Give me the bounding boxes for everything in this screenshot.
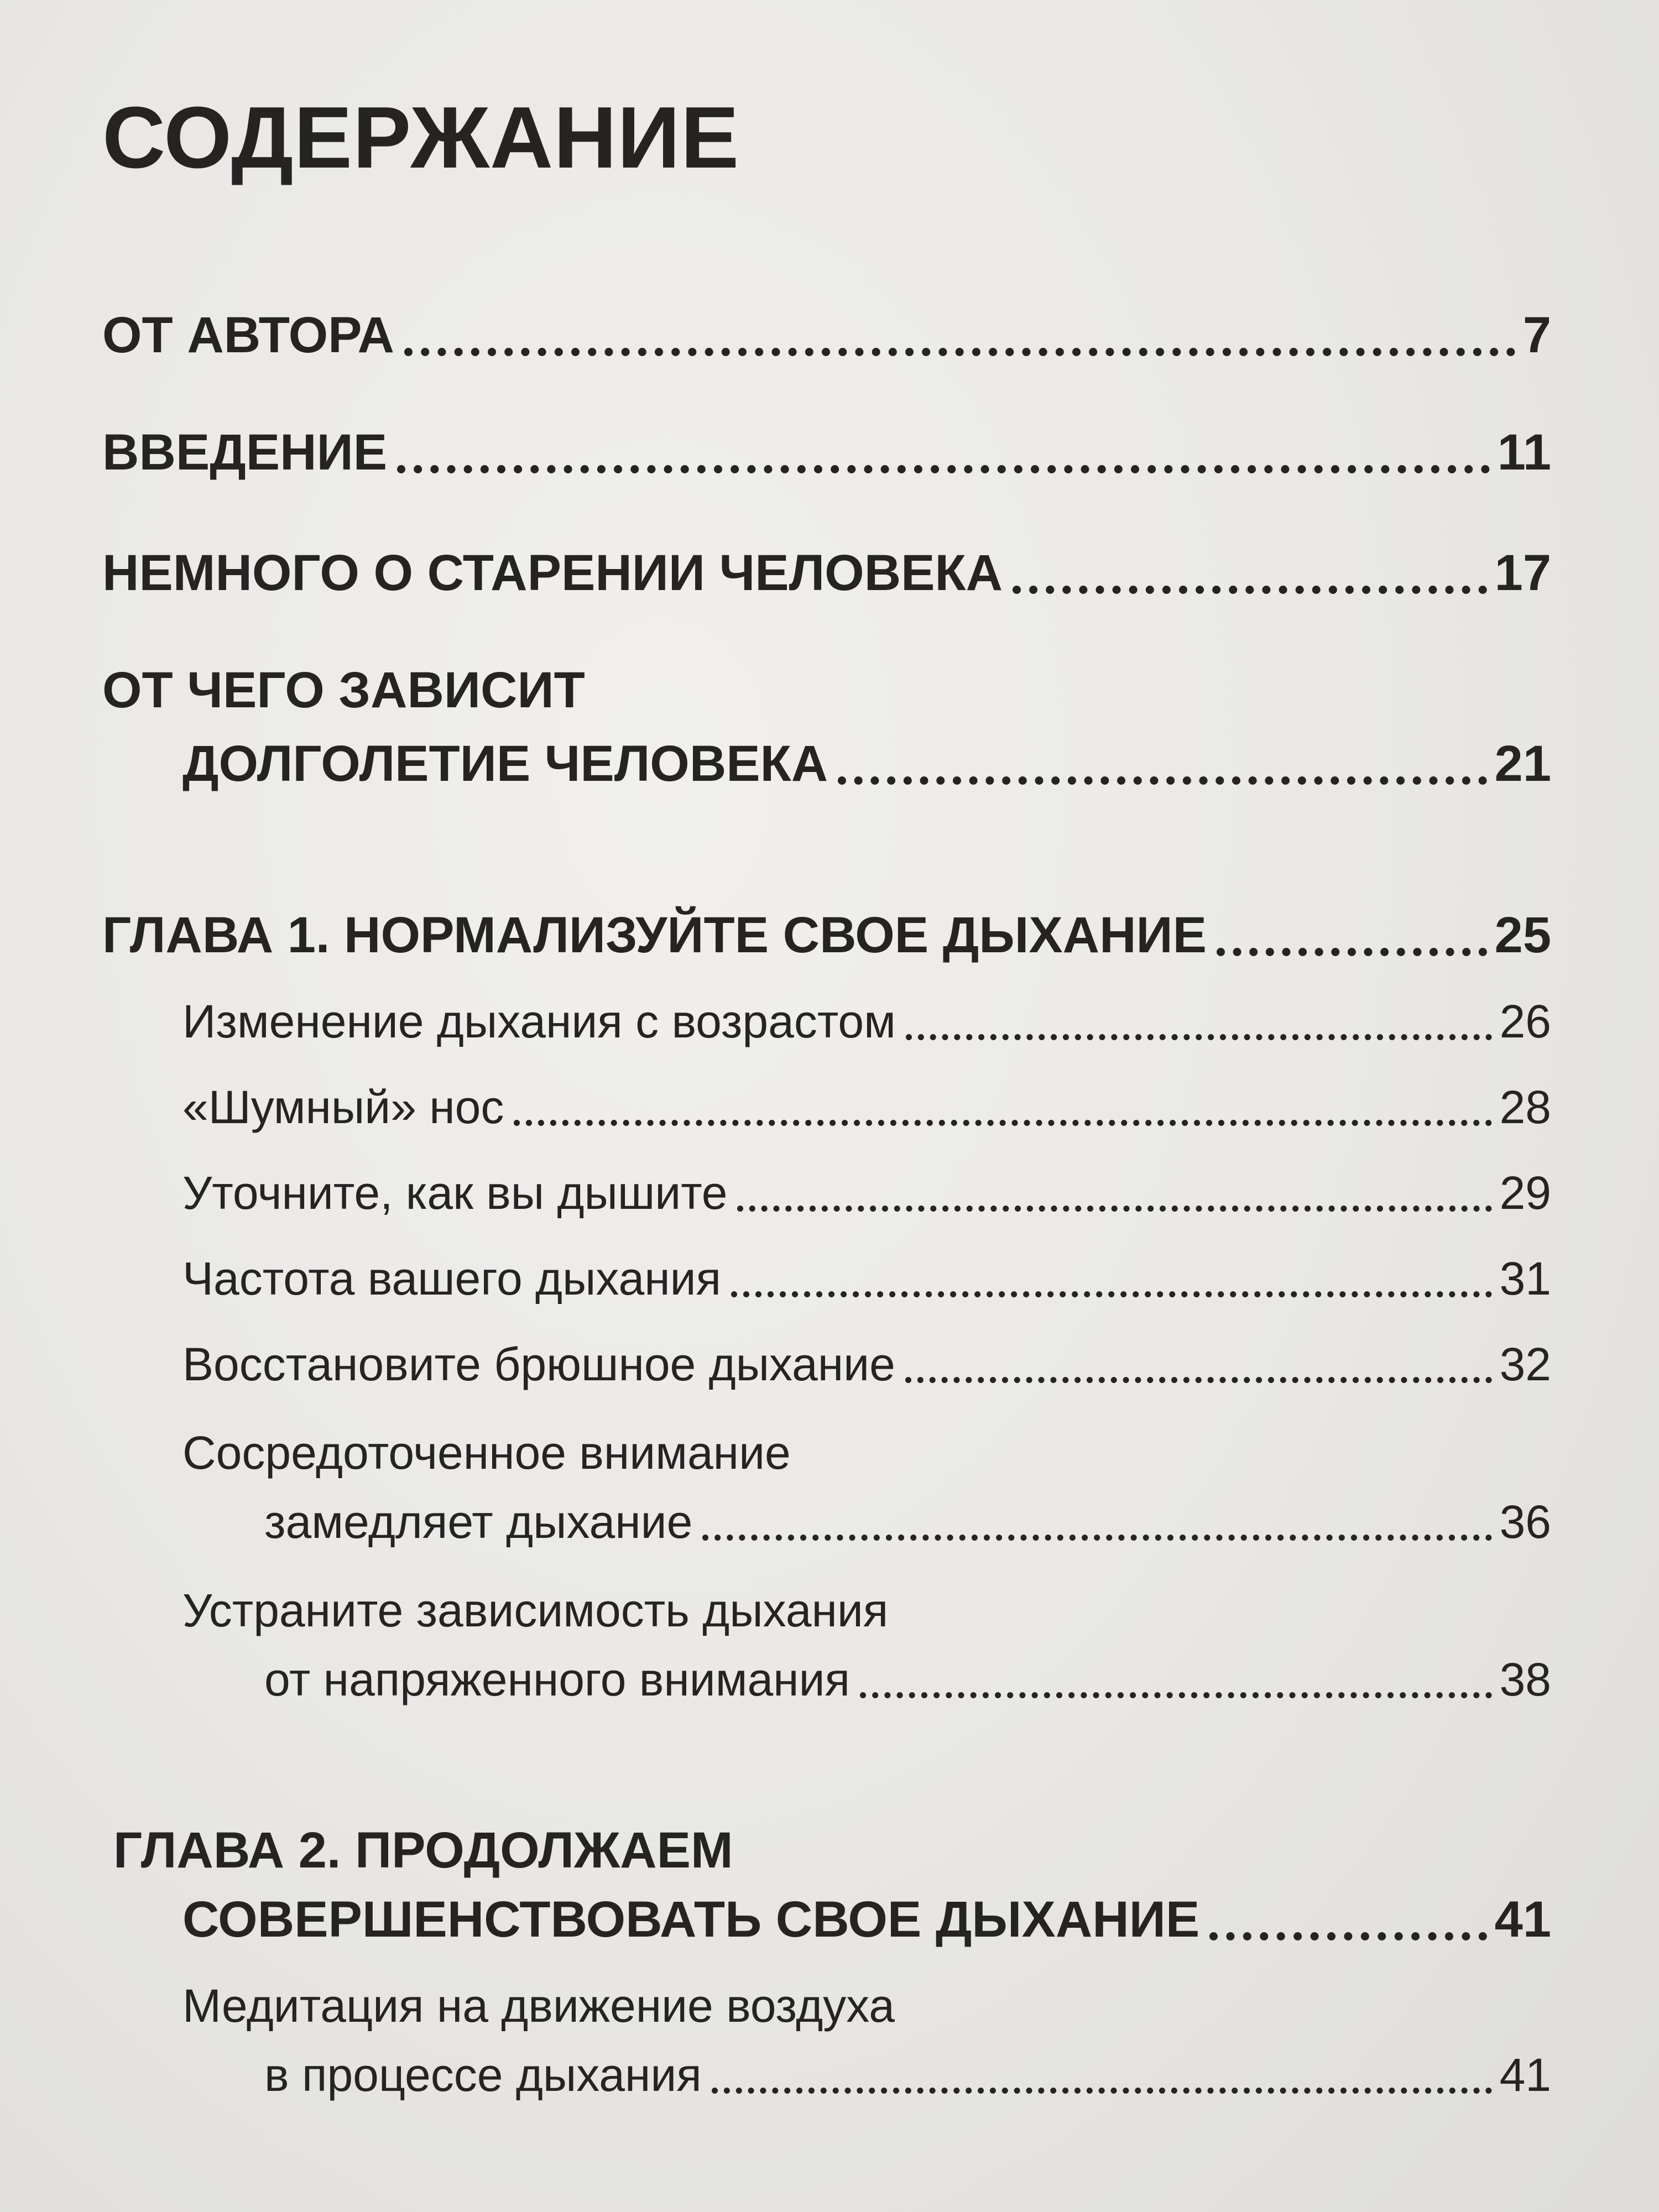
toc-entry-label: замедляет дыхание xyxy=(264,1496,693,1548)
toc-entry-page: 36 xyxy=(1499,1496,1551,1548)
toc-entry-label: ВВЕДЕНИЕ xyxy=(102,424,388,481)
page-title: СОДЕРЖАНИЕ xyxy=(102,89,740,186)
toc-entry-page: 29 xyxy=(1499,1167,1551,1219)
toc-entry xyxy=(182,735,1551,792)
toc-subentry xyxy=(264,2049,1551,2101)
toc-entry-label: от напряженного внимания xyxy=(264,1653,850,1705)
dot-leader xyxy=(1217,948,1487,956)
dot-leader xyxy=(702,1535,1491,1541)
toc-entry-label-line1: Сосредоточенное внимание xyxy=(182,1427,791,1479)
toc-entry xyxy=(102,424,1551,481)
toc-entry-label: Уточните, как вы дышите xyxy=(182,1167,728,1219)
dot-leader xyxy=(397,465,1490,473)
toc-entry-page: 25 xyxy=(1494,907,1551,963)
toc-entry xyxy=(102,545,1551,601)
toc-entry-page: 31 xyxy=(1499,1253,1551,1305)
toc-entry-label-line1: Устраните зависимость дыхания xyxy=(182,1584,889,1636)
toc-entry-label: ДОЛГОЛЕТИЕ ЧЕЛОВЕКА xyxy=(182,735,828,792)
dot-leader xyxy=(737,1206,1491,1212)
toc-entry-label: Восстановите брюшное дыхание xyxy=(182,1338,895,1390)
toc-entry-page: 41 xyxy=(1494,1891,1551,1948)
toc-entry-page: 26 xyxy=(1499,995,1551,1047)
toc-entry-label: СОВЕРШЕНСТВОВАТЬ СВОЕ ДЫХАНИЕ xyxy=(182,1891,1200,1948)
toc-entry-label: ОТ АВТОРА xyxy=(102,307,394,363)
toc-entry-page: 11 xyxy=(1497,424,1551,481)
toc-subentry xyxy=(264,1496,1551,1548)
toc-subentry xyxy=(264,1653,1551,1705)
toc-chapter-entry xyxy=(182,1891,1551,1948)
toc-entry-page: 28 xyxy=(1499,1081,1551,1133)
toc-entry-page: 17 xyxy=(1494,545,1551,601)
toc-subentry xyxy=(182,1081,1551,1133)
toc-subentry xyxy=(182,1253,1551,1305)
dot-leader xyxy=(906,1034,1492,1040)
toc-entry-page: 32 xyxy=(1499,1338,1551,1390)
toc-entry-label: в процессе дыхания xyxy=(264,2049,702,2101)
dot-leader xyxy=(1209,1932,1486,1940)
dot-leader xyxy=(838,776,1486,785)
toc-entry-page: 38 xyxy=(1499,1653,1551,1705)
toc-entry xyxy=(102,307,1551,363)
toc-entry-label: ГЛАВА 1. НОРМАЛИЗУЙТЕ СВОЕ ДЫХАНИЕ xyxy=(102,907,1207,963)
dot-leader xyxy=(905,1377,1492,1383)
toc-entry-label-line1: Медитация на движение воздуха xyxy=(182,1980,895,2032)
toc-entry-label: Изменение дыхания с возрастом xyxy=(182,995,896,1047)
dot-leader xyxy=(731,1291,1492,1297)
dot-leader xyxy=(860,1692,1492,1698)
dot-leader xyxy=(712,2088,1492,2094)
toc-entry-page: 41 xyxy=(1499,2049,1551,2101)
dot-leader xyxy=(1013,586,1487,594)
toc-entry-page: 7 xyxy=(1522,307,1551,363)
toc-entry-label: Частота вашего дыхания xyxy=(182,1253,721,1305)
toc-subentry xyxy=(182,995,1551,1047)
toc-subentry xyxy=(182,1338,1551,1390)
toc-entry-page: 21 xyxy=(1494,735,1551,792)
toc-subentry xyxy=(182,1167,1551,1219)
toc-entry-label-line1: ОТ ЧЕГО ЗАВИСИТ xyxy=(102,662,585,718)
toc-entry-label: НЕМНОГО О СТАРЕНИИ ЧЕЛОВЕКА xyxy=(102,545,1003,601)
dot-leader xyxy=(514,1120,1491,1126)
dot-leader xyxy=(404,348,1515,356)
toc-entry-label-line1: ГЛАВА 2. ПРОДОЛЖАЕМ xyxy=(113,1822,733,1879)
toc-entry-label: «Шумный» нос xyxy=(182,1081,504,1133)
toc-chapter-entry xyxy=(102,907,1551,963)
